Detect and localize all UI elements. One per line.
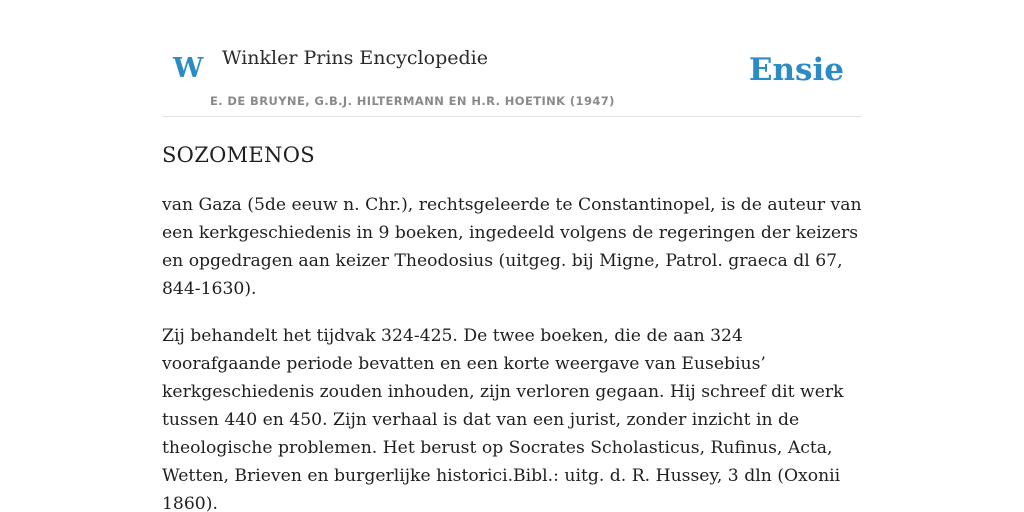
publication-authors: E. DE BRUYNE, G.B.J. HILTERMANN EN H.R. HOETINK (1947) (210, 94, 615, 108)
article-title: SOZOMENOS (162, 143, 315, 167)
article (162, 138, 862, 512)
publication-title[interactable]: Winkler Prins Encyclopedie (222, 47, 488, 69)
article-paragraph-1: van Gaza (5de eeuw n. Chr.), rechtsgeleerde te Constantinopel, is de auteur van een kerkgeschiedenis in 9 boeken, ingedeeld volgens de regeringen der keizers en opgedragen aan keizer Theodosius (uitgeg. bij Migne, Patrol. graeca dl 67, 844-1630). (162, 195, 862, 299)
article-paragraph-2: Zij behandelt het tijdvak 324-425. De twee boeken, die de aan 324 voorafgaande periode bevatten en een korte weergave van Eusebius’ kerkgeschiedenis zouden inhouden, zijn verloren gegaan. Hij schreef dit werk tussen 440 en 450. Zijn verhaal is dat van een jurist, zonder inzicht in de theologische problemen. Het berust op Socrates Scholasticus, Rufinus, Acta, Wetten, Brieven en burgerlijke historici.Bibl.: uitg. d. R. Hussey, 3 dln (Oxonii 1860). (162, 326, 844, 512)
article-body (162, 191, 862, 512)
site-header (162, 40, 862, 117)
ensie-brand-logo[interactable]: Ensie (748, 52, 844, 88)
winkler-prins-logo[interactable]: W (173, 53, 204, 84)
